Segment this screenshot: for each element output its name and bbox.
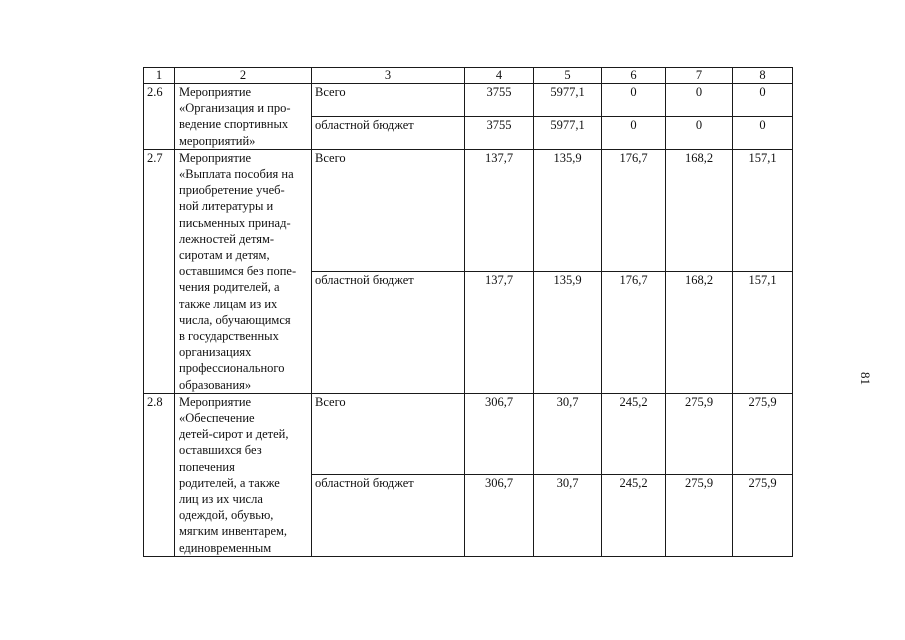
activity-description-line: лиц из их числа — [179, 492, 263, 507]
activity-description-line: образования» — [179, 377, 252, 392]
header-row — [144, 68, 793, 84]
activity-title: Мероприятие — [179, 394, 252, 409]
value-cell: 245,2 — [602, 393, 666, 475]
table-row-total — [144, 149, 793, 271]
table-row-total — [144, 393, 793, 475]
activity-description-line: мягким инвентарем, — [179, 524, 288, 539]
activity-description-line: мероприятий» — [179, 133, 256, 148]
value-cell: 5977,1 — [534, 116, 602, 149]
funding-source-label: областной бюджет — [312, 475, 465, 557]
value-cell: 0 — [666, 116, 733, 149]
activity-description — [175, 393, 312, 556]
activity-description-line: сиротам и детям, — [179, 248, 270, 263]
value-cell: 176,7 — [602, 271, 666, 393]
value-cell: 135,9 — [534, 149, 602, 271]
value-cell: 157,1 — [733, 149, 793, 271]
value-cell: 168,2 — [666, 271, 733, 393]
header-cell: 2 — [175, 68, 312, 84]
value-cell: 275,9 — [666, 393, 733, 475]
activity-description-line: ведение спортивных — [179, 117, 289, 132]
value-cell: 306,7 — [465, 475, 534, 557]
activity-description-line: «Выплата пособия на — [179, 167, 294, 182]
activity-description — [175, 84, 312, 150]
value-cell: 0 — [602, 84, 666, 117]
header-cell: 1 — [144, 68, 175, 84]
value-cell: 0 — [602, 116, 666, 149]
activity-description-line: числа, обучающимся — [179, 312, 291, 327]
activity-description-line: оставшихся без — [179, 443, 262, 458]
activity-title: Мероприятие — [179, 85, 252, 99]
row-number: 2.7 — [144, 149, 175, 393]
value-cell: 0 — [733, 116, 793, 149]
budget-table — [143, 67, 793, 557]
activity-description-line: в государственных — [179, 329, 279, 344]
header-cell: 6 — [602, 68, 666, 84]
value-cell: 137,7 — [465, 271, 534, 393]
value-cell: 137,7 — [465, 149, 534, 271]
activity-description-line: детей-сирот и детей, — [179, 427, 289, 442]
header-cell: 3 — [312, 68, 465, 84]
value-cell: 3755 — [465, 116, 534, 149]
activity-description-line: «Обеспечение — [179, 411, 255, 426]
activity-description-line: одеждой, обувью, — [179, 508, 274, 523]
header-cell: 4 — [465, 68, 534, 84]
value-cell: 275,9 — [666, 475, 733, 557]
table-row-total — [144, 84, 793, 117]
activity-description — [175, 149, 312, 393]
activity-description-line: родителей, а также — [179, 475, 280, 490]
value-cell: 30,7 — [534, 393, 602, 475]
activity-description-line: чения родителей, а — [179, 280, 280, 295]
activity-description-line: письменных принад- — [179, 215, 291, 230]
value-cell: 275,9 — [733, 475, 793, 557]
funding-source-label: областной бюджет — [312, 116, 465, 149]
header-cell: 5 — [534, 68, 602, 84]
activity-title: Мероприятие — [179, 150, 252, 165]
value-cell: 0 — [733, 84, 793, 117]
header-cell: 8 — [733, 68, 793, 84]
value-cell: 306,7 — [465, 393, 534, 475]
activity-description-line: лежностей детям- — [179, 231, 275, 246]
funding-source-label: Всего — [312, 393, 465, 475]
activity-description-line: профессионального — [179, 361, 285, 376]
value-cell: 168,2 — [666, 149, 733, 271]
activity-description-line: единовременным — [179, 540, 272, 555]
value-cell: 157,1 — [733, 271, 793, 393]
value-cell: 176,7 — [602, 149, 666, 271]
value-cell: 30,7 — [534, 475, 602, 557]
value-cell: 135,9 — [534, 271, 602, 393]
activity-description-line: оставшимся без попе- — [179, 264, 297, 279]
funding-source-label: областной бюджет — [312, 271, 465, 393]
activity-description-line: организациях — [179, 345, 252, 360]
table-body — [144, 68, 793, 557]
value-cell: 275,9 — [733, 393, 793, 475]
activity-description-line: ной литературы и — [179, 199, 274, 214]
value-cell: 5977,1 — [534, 84, 602, 117]
row-number: 2.6 — [144, 84, 175, 150]
activity-description-line: «Организация и про- — [179, 101, 291, 116]
funding-source-label: Всего — [312, 149, 465, 271]
activity-description-line: приобретение учеб- — [179, 183, 285, 198]
row-number: 2.8 — [144, 393, 175, 556]
value-cell: 245,2 — [602, 475, 666, 557]
activity-description-line: также лицам из их — [179, 296, 278, 311]
activity-description-line: попечения — [179, 459, 235, 474]
funding-source-label: Всего — [312, 84, 465, 117]
value-cell: 0 — [666, 84, 733, 117]
value-cell: 3755 — [465, 84, 534, 117]
page-number: 81 — [858, 372, 873, 385]
header-cell: 7 — [666, 68, 733, 84]
